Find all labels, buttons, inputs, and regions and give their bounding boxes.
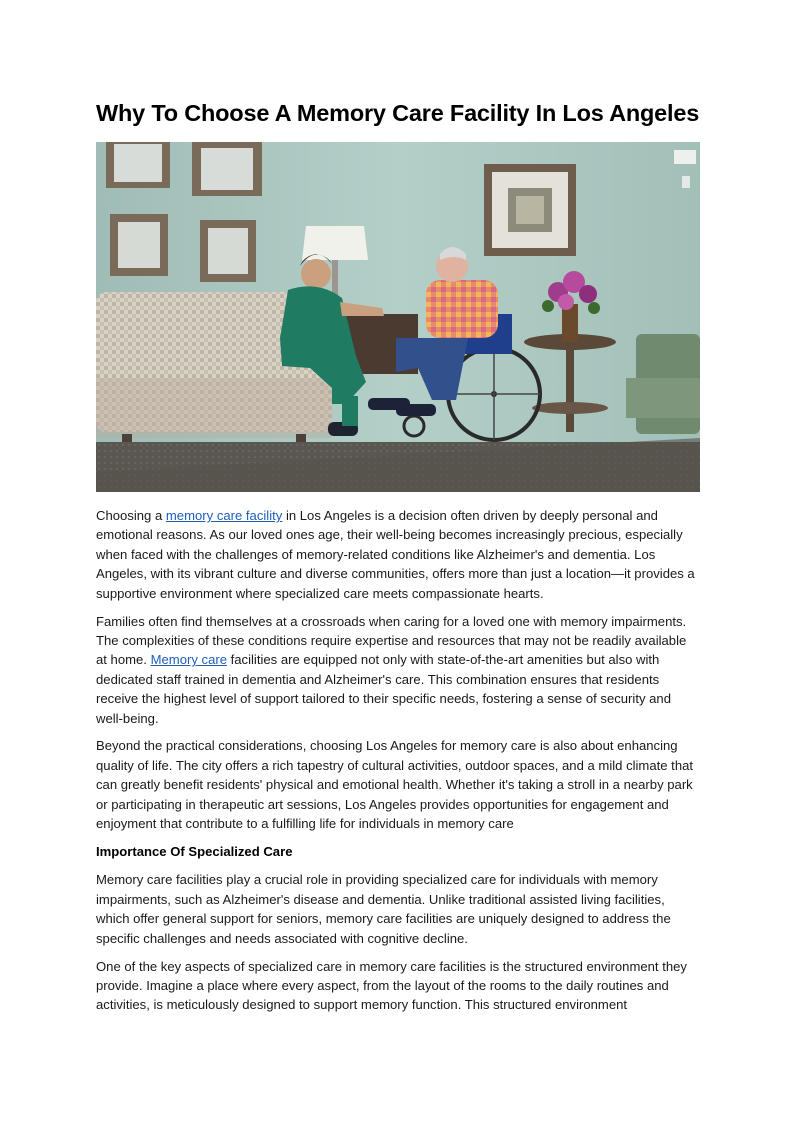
paragraph-5: One of the key aspects of specialized care in memory care facilities is the structured environment they provide. Imagine a place where every aspect, from the layout of the rooms to the daily routines and activities, is meticulously designed to support memory function. This structured environment <box>96 958 687 1013</box>
memory-care-link[interactable]: Memory care <box>150 652 227 668</box>
paragraph-2-start: Families often find themselves at a crossroads when caring for a loved one with memory impairments. The complexities of these conditions require expertise and resources that may not be readily available at home. <box>96 613 687 668</box>
paragraph-1-start: Choosing a <box>96 508 166 523</box>
hero-image <box>96 142 700 492</box>
paragraph-1 <box>96 506 700 603</box>
memory-care-facility-link[interactable]: memory care facility <box>165 508 283 523</box>
paragraph-2 <box>96 612 700 728</box>
lamp-shade <box>302 226 368 260</box>
nurse-head <box>301 259 331 289</box>
man-shirt <box>426 280 498 338</box>
paragraph-3: Beyond the practical considerations, choosing Los Angeles for memory care is also about enhancing quality of life. The city offers a rich tapestry of cultural activities, outdoor spaces, and a mild climate that can greatly benefit residents' physical and emotional health. Whether it's taking a stroll in a nearby park or participating in therapeutic art sessions, Los Angeles provides opportunities for engagement and enjoyment that contribute to a fulfilling life for individuals in memory care <box>96 738 694 832</box>
article-body <box>96 506 700 1015</box>
section-heading: Importance Of Specialized Care <box>96 844 293 859</box>
document-page <box>96 96 700 1023</box>
paragraph-2-end: facilities are equipped not only with state-of-the-art amenities but also with dedicated staff trained in dementia and Alzheimer's care. This combination ensures that residents receive the highest level of support tailored to their specific needs, fostering a sense of security and well-being. <box>96 652 671 726</box>
paragraph-4: Memory care facilities play a crucial role in providing specialized care for individuals with memory impairments, such as Alzheimer's disease and dementia. Unlike traditional assisted living facilities, which offer general support for seniors, memory care facilities are uniquely designed to address the specific challenges and needs associated with cognitive decline. <box>96 872 671 946</box>
article-title: Why To Choose A Memory Care Facility In Los Angeles <box>96 100 700 126</box>
paragraph-1-end: in Los Angeles is a decision often driven by deeply personal and emotional reasons. As our loved ones age, their well-being becomes increasingly precious, especially when faced with the challenges of memory-related conditions like Alzheimer's and dementia. Los Angeles, with its vibrant culture and diverse communities, offers more than just a location—it provides a supportive environment where specialized care meets compassionate hearts. <box>96 508 695 601</box>
